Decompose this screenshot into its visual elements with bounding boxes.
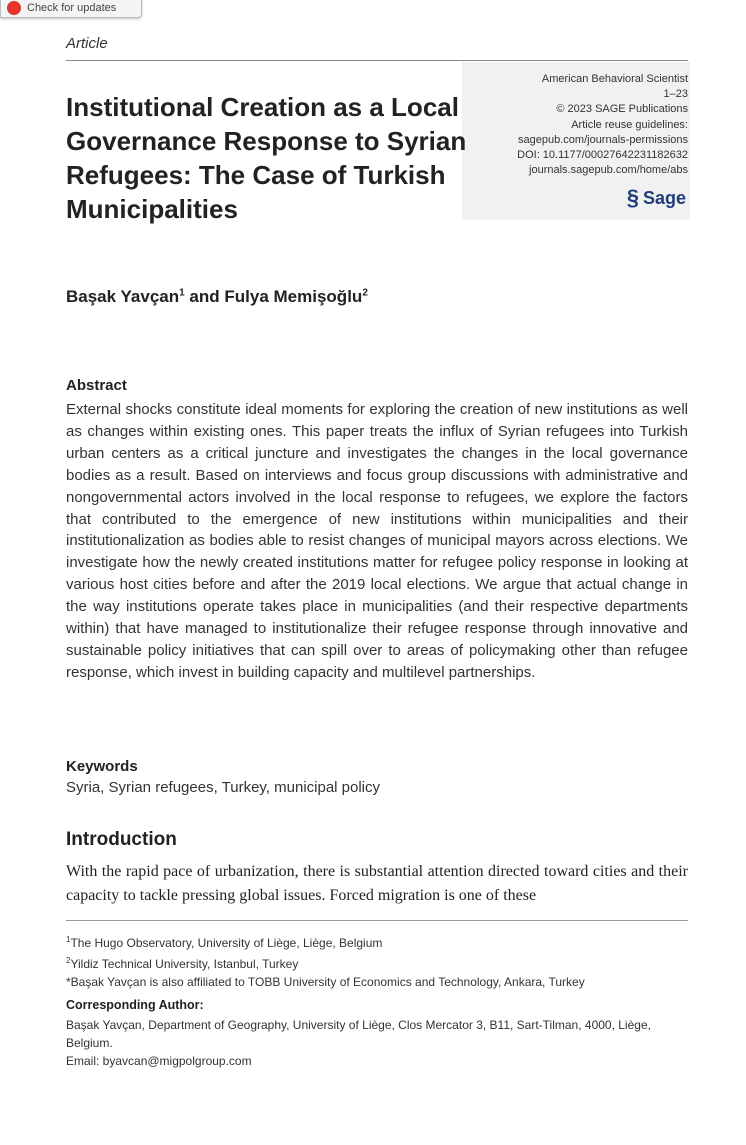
corresponding-author-heading: Corresponding Author: (66, 998, 204, 1012)
footnote-mark: 2 (66, 956, 71, 965)
reuse-link[interactable]: sagepub.com/journals-permissions (518, 133, 688, 146)
sage-s-icon: § (626, 185, 639, 210)
header-divider (66, 60, 688, 61)
journal-home-link[interactable]: journals.sagepub.com/home/abs (529, 164, 688, 177)
footnote (66, 952, 690, 973)
article-title: Institutional Creation as a Local Governance Response to Syrian Refugees: The Case of Turkish Municipalities (66, 92, 467, 224)
keywords-heading: Keywords (66, 758, 138, 775)
journal-name: American Behavioral Scientist (541, 73, 688, 85)
footnote-divider (66, 920, 688, 921)
check-for-updates-label: Check for updates (27, 2, 117, 14)
corresponding-address: Başak Yavçan, Department of Geography, University of Liège, Clos Mercator 3, B11, Sart-Tilman, 4000, Liège, Belgium. (66, 1018, 651, 1050)
crossmark-icon (7, 1, 21, 15)
footnote-text: Başak Yavçan is also affiliated to TOBB University of Economics and Technology, Ankara, Turkey (70, 975, 585, 989)
author-joiner: and (189, 287, 220, 306)
footnote (66, 931, 690, 952)
journal-meta (458, 72, 688, 178)
corresponding-author-details (66, 1016, 690, 1070)
footnote-mark: * (66, 975, 71, 989)
reuse-label: Article reuse guidelines: (571, 118, 688, 131)
journal-copyright: © 2023 SAGE Publications (556, 103, 688, 116)
journal-pages: 1–23 (663, 88, 688, 101)
doi[interactable]: DOI: 10.1177/00027642231182632 (517, 149, 688, 162)
author-affiliation-mark: 2 (362, 287, 368, 299)
introduction-heading: Introduction (66, 829, 177, 850)
author-name: Başak Yavçan (66, 287, 180, 306)
footnote-mark: 1 (66, 935, 71, 944)
corresponding-email[interactable]: Email: byavcan@migpolgroup.com (66, 1054, 252, 1068)
footnotes (66, 931, 690, 991)
introduction-text: With the rapid pace of urbanization, there is substantial attention directed toward cities and their capacity to tackle pressing global issues. Forced migration is one of these (66, 863, 688, 904)
author-line (66, 287, 368, 307)
author-name: Fulya Memişoğlu (224, 287, 363, 306)
check-for-updates-badge[interactable] (0, 0, 142, 18)
article-type: Article (66, 35, 108, 52)
footnote (66, 973, 690, 991)
footnote-text: Yildiz Technical University, Istanbul, Turkey (70, 957, 299, 971)
author-affiliation-mark: 1 (179, 287, 185, 299)
sage-logo (627, 185, 686, 211)
abstract-heading: Abstract (66, 377, 127, 394)
abstract-text: External shocks constitute ideal moments for exploring the creation of new institutions as well as changes within existing ones. This paper treats the influx of Syrian refugees into Turkish urban centers as a critical juncture and investigates the changes in the local governance bodies as a result. Based on interviews and focus group discussions with administrative and nongovernmental actors involved in the local response to refugees, we explore the factors that contributed to the emergence of new institutions within municipalities and their institutionalization as bodies able to resist changes of municipal mayors across elections. We investigate how the newly created institutions matter for refugee policy response in looking at various host cities before and after the 2019 local elections. We argue that actual change in the way institutions operate takes place in municipalities (and their respective departments within) that have managed to institutionalize their refugee response through innovative and sustainable policy initiatives that can spill over to areas of policymaking other than refugee response, which invest in building capacity and multilevel partnerships. (66, 401, 688, 681)
sage-logo-text: Sage (642, 187, 686, 208)
keywords-text: Syria, Syrian refugees, Turkey, municipal policy (66, 779, 381, 796)
footnote-text: The Hugo Observatory, University of Liège, Liège, Belgium (70, 936, 383, 950)
